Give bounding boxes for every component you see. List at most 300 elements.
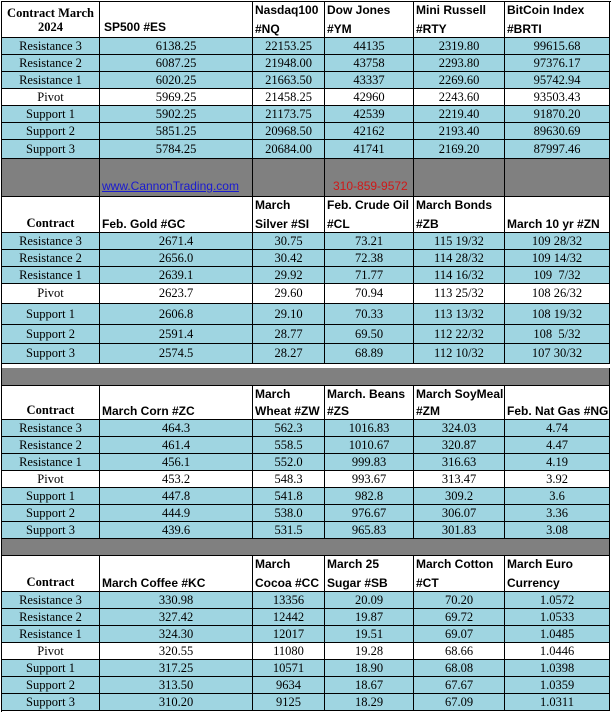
- block4-value-text: 1.0572: [539, 592, 575, 607]
- separator-gray-cell: [414, 159, 505, 197]
- block3-value-cell: [414, 471, 505, 488]
- block4-value-cell: [100, 694, 253, 711]
- block1-value-cell: [414, 55, 505, 72]
- block3-row-label: [2, 522, 100, 539]
- block1-value-cell: [100, 89, 253, 106]
- block1-row-label: [2, 55, 100, 72]
- block1-column-header-line2: SP500 #ES: [104, 19, 167, 34]
- block2-value-text: 2639.1: [158, 267, 194, 282]
- block1-value-cell: [100, 123, 253, 140]
- block3-value-text: 456.1: [161, 454, 191, 469]
- block3-value-text: 3.6: [549, 488, 565, 503]
- block1-row-label-text: Support 2: [26, 123, 75, 138]
- block1-value-text: 5902.25: [155, 106, 197, 121]
- block2-value-cell: [253, 284, 325, 304]
- block1-column-header-line1: Nasdaq100: [255, 3, 319, 17]
- block3-row-label-text: Resistance 3: [19, 420, 82, 435]
- block2-value-cell: [325, 284, 414, 304]
- block4-value-cell: [414, 694, 505, 711]
- block1-row-label: [2, 140, 100, 159]
- block3-value-cell: [100, 420, 253, 437]
- block4-value-text: 9125: [276, 694, 301, 709]
- block4-column-header-line2: March Coffee #KC: [102, 576, 206, 591]
- block1-column-header-line1: [104, 7, 252, 21]
- block1-value-cell: [253, 38, 325, 55]
- block3-value-cell: [253, 488, 325, 505]
- block3-value-text: 965.83: [351, 522, 387, 537]
- block3-column-header-line2: March Corn #ZC: [102, 404, 195, 419]
- block2-value-text: 115 19/32: [434, 233, 484, 248]
- block2-value-cell: [414, 325, 505, 344]
- block4-value-cell: [253, 660, 325, 677]
- block2-value-cell: [325, 233, 414, 250]
- block4-value-text: 18.90: [354, 660, 384, 675]
- separator-gray-band: [2, 539, 610, 556]
- block2-value-cell: [414, 250, 505, 267]
- block1-value-cell: [325, 55, 414, 72]
- block3-value-cell: [414, 522, 505, 539]
- block3-column-header: [100, 386, 253, 420]
- block2-column-header-line1: March Bonds: [416, 198, 493, 212]
- block2-value-cell: [505, 233, 610, 250]
- block3-row-label-text: Resistance 2: [19, 437, 82, 452]
- block2-value-cell: [325, 267, 414, 284]
- block3-row-label-text: Pivot: [37, 471, 64, 486]
- block1-column-header-line2: #YM: [327, 22, 352, 37]
- block4-column-header: [100, 556, 253, 592]
- block2-value-text: 108 26/32: [531, 286, 583, 301]
- block2-value-cell: [505, 267, 610, 284]
- block3-row-label: [2, 420, 100, 437]
- block3-column-header-line2: Wheat #ZW: [255, 404, 320, 419]
- block1-value-text: 87997.46: [533, 141, 581, 156]
- block3-row-label-text: Support 1: [26, 488, 75, 503]
- block4-value-cell: [505, 592, 610, 609]
- block4-value-cell: [100, 592, 253, 609]
- block2-value-text: 114 16/32: [434, 267, 484, 282]
- block1-value-text: 95742.94: [533, 72, 581, 87]
- block4-value-cell: [414, 592, 505, 609]
- block2-value-text: 2671.4: [158, 233, 194, 248]
- block4-row-label: [2, 660, 100, 677]
- separator-gray-cell: [505, 159, 610, 197]
- separator-link-cell: [100, 159, 253, 197]
- block4-value-cell: [414, 609, 505, 626]
- block4-value-cell: [414, 660, 505, 677]
- block3-value-text: 1016.83: [348, 420, 390, 435]
- block1-value-text: 21458.25: [265, 89, 312, 104]
- block2-value-text: 114 28/32: [434, 250, 484, 265]
- block1-value-text: 89630.69: [533, 123, 581, 138]
- block2-value-text: 112 22/32: [434, 326, 484, 341]
- block1-row-label-text: Support 3: [26, 141, 75, 156]
- block4-value-text: 70.20: [444, 592, 474, 607]
- block3-value-text: 562.3: [274, 420, 303, 435]
- block4-value-cell: [414, 626, 505, 643]
- block1-value-text: 44135: [353, 38, 385, 53]
- block1-value-text: 42162: [353, 123, 385, 138]
- block3-value-text: 453.2: [161, 471, 191, 486]
- block3-value-cell: [414, 505, 505, 522]
- block2-row-label-text: Pivot: [37, 286, 64, 301]
- block3-value-text: 4.47: [546, 437, 568, 452]
- block2-row-label-text: Resistance 2: [19, 250, 82, 265]
- block4-column-header-line2: Sugar #SB: [327, 576, 388, 591]
- separator-gray-cell: [253, 159, 325, 197]
- block3-value-text: 301.83: [441, 522, 477, 537]
- block1-value-text: 2243.60: [438, 89, 480, 104]
- block2-value-text: 30.42: [274, 250, 303, 265]
- block4-value-text: 1.0485: [539, 626, 575, 641]
- block4-value-text: 324.30: [158, 626, 194, 641]
- block4-column-header-line2: Currency: [507, 576, 560, 591]
- block2-value-cell: [253, 233, 325, 250]
- block4-value-text: 327.42: [158, 609, 194, 624]
- block4-value-cell: [253, 609, 325, 626]
- block2-value-text: 29.10: [274, 306, 303, 321]
- block2-column-header: [325, 197, 414, 233]
- block2-row-label: [2, 325, 100, 344]
- block4-value-cell: [505, 643, 610, 660]
- block2-value-text: 70.33: [354, 306, 384, 321]
- block2-value-cell: [414, 267, 505, 284]
- block4-value-cell: [325, 626, 414, 643]
- block3-value-text: 531.5: [274, 522, 303, 537]
- block1-value-cell: [505, 123, 610, 140]
- block3-value-cell: [505, 505, 610, 522]
- block1-value-cell: [414, 38, 505, 55]
- block2-row-label: [2, 304, 100, 325]
- block3-value-cell: [253, 437, 325, 454]
- block3-value-text: 447.8: [161, 488, 191, 503]
- block1-column-header-line2: #NQ: [255, 22, 280, 37]
- block2-value-cell: [414, 233, 505, 250]
- block4-value-cell: [325, 677, 414, 694]
- block1-value-text: 2319.80: [438, 38, 480, 53]
- block4-column-header-line1: March: [255, 557, 291, 571]
- block4-column-header: [253, 556, 325, 592]
- block3-column-header-line2: #ZS: [327, 404, 350, 419]
- block3-value-cell: [325, 437, 414, 454]
- block3-row-label: [2, 505, 100, 522]
- block2-value-text: 28.77: [274, 326, 303, 341]
- block2-contract-header-text: Contract: [26, 215, 75, 230]
- block3-value-text: 3.36: [546, 505, 568, 520]
- block1-column-header-line1: BitCoin Index: [507, 3, 585, 17]
- block2-value-text: 72.38: [354, 250, 384, 265]
- block4-column-header-line1: March Euro: [507, 557, 574, 571]
- block1-value-text: 42960: [353, 89, 385, 104]
- block4-value-text: 1.0311: [540, 694, 574, 709]
- block1-row-label: [2, 38, 100, 55]
- block3-value-text: 309.2: [444, 488, 474, 503]
- block3-value-text: 541.8: [274, 488, 303, 503]
- block2-row-label-text: Support 2: [26, 326, 75, 341]
- block2-value-cell: [100, 344, 253, 364]
- block4-row-label: [2, 626, 100, 643]
- block2-contract-header: [2, 197, 100, 233]
- block3-value-text: 558.5: [274, 437, 303, 452]
- block1-column-header-line1: Dow Jones: [327, 3, 391, 17]
- block2-row-label-text: Resistance 3: [19, 233, 82, 248]
- block1-value-cell: [253, 55, 325, 72]
- block3-value-cell: [100, 454, 253, 471]
- block4-row-label: [2, 609, 100, 626]
- block4-value-text: 18.67: [354, 677, 384, 692]
- block1-value-cell: [325, 123, 414, 140]
- block1-value-text: 6020.25: [155, 72, 197, 87]
- block2-value-cell: [100, 267, 253, 284]
- block1-value-cell: [414, 123, 505, 140]
- block4-value-text: 1.0398: [539, 660, 575, 675]
- block1-value-text: 2219.40: [438, 106, 480, 121]
- block3-row-label-text: Resistance 1: [19, 454, 82, 469]
- block3-value-cell: [100, 437, 253, 454]
- block2-value-cell: [414, 344, 505, 364]
- block3-value-cell: [505, 437, 610, 454]
- block2-value-cell: [100, 304, 253, 325]
- block4-value-text: 10571: [272, 660, 305, 675]
- block3-value-cell: [253, 522, 325, 539]
- block1-value-text: 41741: [353, 141, 385, 156]
- block2-value-text: 30.75: [274, 233, 303, 248]
- block1-column-header-line1: Mini Russell: [416, 3, 487, 17]
- block4-column-header-line1: [102, 558, 252, 572]
- block2-value-cell: [253, 267, 325, 284]
- block3-value-cell: [325, 471, 414, 488]
- block4-column-header: [505, 556, 610, 592]
- block1-value-text: 6087.25: [155, 55, 197, 70]
- block4-value-text: 19.51: [354, 626, 384, 641]
- block3-value-cell: [505, 488, 610, 505]
- block3-value-text: 464.3: [161, 420, 191, 435]
- block3-value-text: 993.67: [351, 471, 387, 486]
- block1-value-text: 20968.50: [265, 123, 312, 138]
- block4-value-text: 18.29: [354, 694, 384, 709]
- block3-value-text: 306.07: [441, 505, 477, 520]
- block1-value-text: 21948.00: [265, 55, 312, 70]
- block4-value-cell: [253, 626, 325, 643]
- block1-value-cell: [505, 72, 610, 89]
- block3-contract-header: [2, 386, 100, 420]
- block4-value-text: 69.07: [444, 626, 474, 641]
- block1-row-label-text: Resistance 2: [19, 55, 82, 70]
- block1-row-label-text: Support 1: [26, 106, 75, 121]
- block4-value-text: 313.50: [158, 677, 194, 692]
- block3-column-header-line1: March: [255, 387, 291, 401]
- block4-row-label-text: Pivot: [37, 643, 64, 658]
- block2-column-header: [253, 197, 325, 233]
- block3-value-cell: [414, 420, 505, 437]
- block3-value-cell: [253, 454, 325, 471]
- block3-value-text: 552.0: [274, 454, 303, 469]
- block4-value-cell: [505, 660, 610, 677]
- block4-value-cell: [100, 609, 253, 626]
- block3-column-header-line1: March. Beans: [327, 387, 406, 401]
- block3-contract-header-text: Contract: [26, 402, 75, 417]
- block2-column-header-line1: March: [255, 198, 291, 212]
- block3-value-cell: [100, 522, 253, 539]
- block2-value-cell: [325, 325, 414, 344]
- block1-column-header: [505, 2, 610, 38]
- block4-value-cell: [414, 677, 505, 694]
- block4-value-text: 12017: [272, 626, 305, 641]
- block1-row-label-text: Resistance 3: [19, 38, 82, 53]
- block2-value-text: 112 10/32: [434, 346, 484, 361]
- block2-value-text: 113 25/32: [434, 286, 484, 301]
- block2-value-cell: [253, 304, 325, 325]
- block4-value-text: 310.20: [158, 694, 194, 709]
- block4-row-label-text: Resistance 3: [19, 592, 82, 607]
- block1-value-cell: [325, 89, 414, 106]
- block2-value-text: 109 7/32: [533, 267, 581, 282]
- block2-value-cell: [414, 304, 505, 325]
- block4-column-header: [325, 556, 414, 592]
- block1-value-cell: [414, 106, 505, 123]
- block3-value-text: 439.6: [161, 522, 191, 537]
- block1-value-cell: [253, 72, 325, 89]
- block2-value-text: 29.92: [274, 267, 303, 282]
- block4-value-text: 19.28: [354, 643, 384, 658]
- block4-value-cell: [414, 643, 505, 660]
- block1-value-cell: [325, 106, 414, 123]
- block1-value-text: 5851.25: [155, 123, 197, 138]
- block3-value-cell: [325, 522, 414, 539]
- block4-value-text: 330.98: [158, 592, 194, 607]
- block4-row-label-text: Resistance 1: [19, 626, 82, 641]
- block4-row-label-text: Support 2: [26, 677, 75, 692]
- block2-column-header-line1: [507, 199, 609, 213]
- block2-column-header-line2: March 10 yr #ZN: [507, 217, 600, 232]
- block3-value-cell: [505, 420, 610, 437]
- block2-column-header: [100, 197, 253, 233]
- block2-value-text: 2656.0: [158, 250, 194, 265]
- block1-value-text: 2169.20: [438, 141, 480, 156]
- block3-value-cell: [100, 471, 253, 488]
- block1-row-label-text: Resistance 1: [19, 72, 82, 87]
- block1-contract-header: [2, 2, 100, 38]
- block4-row-label-text: Support 3: [26, 694, 75, 709]
- block4-value-text: 67.09: [444, 694, 474, 709]
- block2-value-text: 71.77: [354, 267, 384, 282]
- block1-contract-header-line: Contract March: [7, 6, 94, 20]
- block2-column-header-line2: #ZB: [416, 217, 439, 232]
- block1-column-header: [253, 2, 325, 38]
- block2-value-text: 109 28/32: [531, 233, 583, 248]
- block2-value-text: 70.94: [354, 286, 384, 301]
- block4-value-text: 12442: [272, 609, 305, 624]
- block4-value-cell: [100, 677, 253, 694]
- block1-value-text: 91870.20: [533, 106, 581, 121]
- block4-contract-header: [2, 556, 100, 592]
- block2-value-text: 2591.4: [158, 326, 194, 341]
- block3-value-text: 444.9: [161, 505, 191, 520]
- block1-value-cell: [325, 38, 414, 55]
- block1-value-text: 21173.75: [265, 106, 312, 121]
- block4-value-cell: [253, 592, 325, 609]
- block2-value-cell: [505, 325, 610, 344]
- block2-column-header-line1: [102, 199, 252, 213]
- separator-gray-band: [2, 368, 610, 386]
- block2-value-text: 28.27: [274, 346, 303, 361]
- block1-value-cell: [253, 123, 325, 140]
- block4-value-cell: [505, 609, 610, 626]
- block4-row-label-text: Resistance 2: [19, 609, 82, 624]
- block1-value-cell: [325, 72, 414, 89]
- block2-value-text: 2606.8: [158, 306, 194, 321]
- block4-value-cell: [505, 626, 610, 643]
- block1-value-text: 2193.40: [438, 123, 480, 138]
- block2-value-cell: [253, 325, 325, 344]
- block1-row-label-text: Pivot: [37, 89, 64, 104]
- block3-column-header: [414, 386, 505, 420]
- block1-value-cell: [100, 106, 253, 123]
- block3-value-text: 538.0: [274, 505, 303, 520]
- block2-row-label-text: Support 1: [26, 306, 75, 321]
- block1-value-text: 97376.17: [533, 55, 581, 70]
- block4-row-label: [2, 643, 100, 660]
- block4-column-header-line2: Cocoa #CC: [255, 576, 320, 591]
- block3-value-cell: [505, 471, 610, 488]
- block2-value-cell: [100, 284, 253, 304]
- block1-value-cell: [505, 140, 610, 159]
- block2-value-text: 29.60: [274, 286, 303, 301]
- block3-value-cell: [325, 505, 414, 522]
- block3-value-cell: [253, 471, 325, 488]
- block2-value-cell: [505, 250, 610, 267]
- block1-value-cell: [100, 72, 253, 89]
- block1-value-text: 20684.00: [265, 141, 312, 156]
- block4-value-cell: [325, 592, 414, 609]
- block4-value-text: 20.09: [354, 592, 384, 607]
- block3-value-cell: [253, 505, 325, 522]
- block3-value-text: 3.08: [546, 522, 568, 537]
- block2-value-cell: [505, 344, 610, 364]
- block4-column-header-line1: March Cotton: [416, 557, 494, 571]
- block2-value-cell: [100, 233, 253, 250]
- block1-row-label: [2, 72, 100, 89]
- block1-value-text: 43758: [353, 55, 385, 70]
- block3-column-header-line1: [102, 388, 252, 402]
- block4-value-text: 1.0359: [539, 677, 575, 692]
- block3-value-cell: [325, 454, 414, 471]
- block2-value-cell: [100, 250, 253, 267]
- block4-value-text: 68.08: [444, 660, 474, 675]
- block2-value-text: 2574.5: [158, 346, 194, 361]
- separator-phone-cell: [325, 159, 414, 197]
- block3-value-cell: [100, 488, 253, 505]
- block1-value-cell: [505, 38, 610, 55]
- block3-column-header: [325, 386, 414, 420]
- block3-row-label: [2, 437, 100, 454]
- block1-value-cell: [253, 89, 325, 106]
- block2-value-cell: [325, 304, 414, 325]
- block3-value-text: 461.4: [161, 437, 191, 452]
- block3-column-header: [253, 386, 325, 420]
- block3-value-text: 316.63: [441, 454, 477, 469]
- block4-value-cell: [325, 643, 414, 660]
- block1-value-text: 6138.25: [155, 38, 197, 53]
- block4-column-header-line1: March 25: [327, 557, 380, 571]
- block2-value-text: 69.50: [354, 326, 384, 341]
- block4-row-label-text: Support 1: [26, 660, 75, 675]
- cannon-trading-link[interactable]: www.CannonTrading.com: [102, 179, 239, 194]
- block3-value-text: 324.03: [441, 420, 477, 435]
- block2-value-cell: [100, 325, 253, 344]
- block3-row-label: [2, 488, 100, 505]
- block1-value-cell: [414, 89, 505, 106]
- block2-column-header-line2: #CL: [327, 217, 350, 232]
